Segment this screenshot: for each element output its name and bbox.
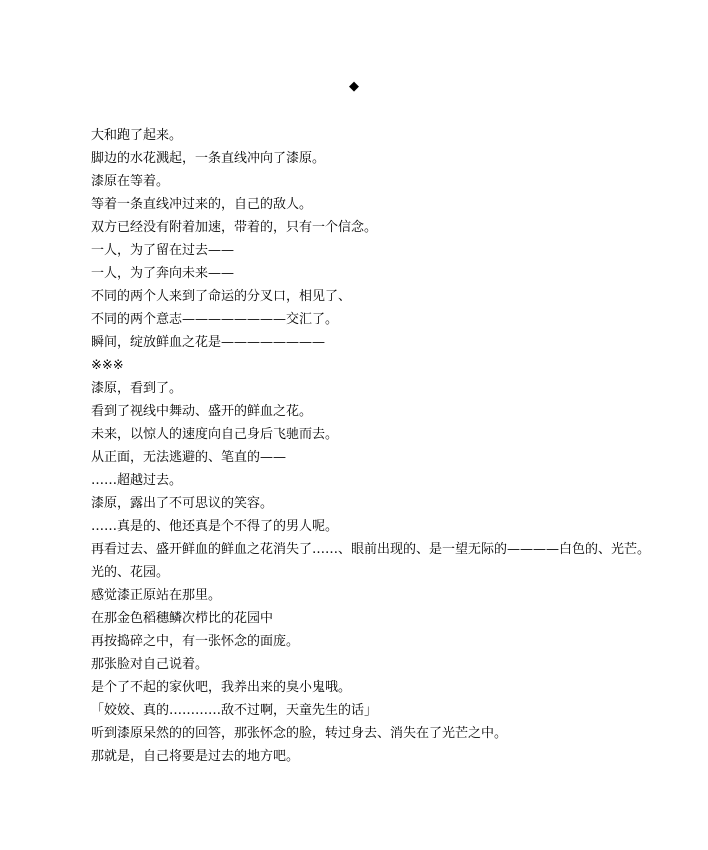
paragraph-2: 脚边的水花溅起，一条直线冲向了漆原。 bbox=[91, 151, 326, 166]
paragraph-1: 大和跑了起来。 bbox=[91, 128, 183, 143]
section-divider-diamond: ◆ bbox=[349, 79, 359, 94]
paragraph-3: 漆原在等着。 bbox=[91, 174, 170, 189]
paragraph-27: 听到漆原呆然的的回答，那张怀念的脸，转过身去、消失在了光芒之中。 bbox=[91, 726, 508, 741]
body-text bbox=[60, 124, 660, 768]
paragraph-19: 再看过去、盛开鲜血的鲜血之花消失了……、眼前出现的、是一望无际的————白色的、光芒。 bbox=[91, 542, 651, 557]
paragraph-6: 一人，为了留在过去—— bbox=[91, 243, 235, 258]
paragraph-8: 不同的两个人来到了命运的分叉口，相见了、 bbox=[91, 289, 352, 304]
paragraph-21: 感觉漆正原站在那里。 bbox=[91, 588, 222, 603]
paragraph-18: ……真是的、他还真是个不得了的男人呢。 bbox=[91, 519, 339, 534]
paragraph-26: 「姣姣、真的…………敌不过啊，天童先生的话」 bbox=[91, 703, 378, 718]
paragraph-4: 等着一条直线冲过来的，自己的敌人。 bbox=[91, 197, 313, 212]
paragraph-24: 那张脸对自己说着。 bbox=[91, 657, 209, 672]
paragraph-25: 是个了不起的家伙吧，我养出来的臭小鬼哦。 bbox=[91, 680, 352, 695]
paragraph-20: 光的、花园。 bbox=[91, 565, 170, 580]
scene-break-marks: ※※※ bbox=[91, 358, 124, 373]
paragraph-10: 瞬间，绽放鲜血之花是———————— bbox=[91, 335, 326, 350]
paragraph-12: 漆原，看到了。 bbox=[91, 381, 183, 396]
paragraph-17: 漆原，露出了不可思议的笑容。 bbox=[91, 496, 274, 511]
paragraph-14: 未来，以惊人的速度向自己身后飞驰而去。 bbox=[91, 427, 339, 442]
paragraph-7: 一人，为了奔向未来—— bbox=[91, 266, 235, 281]
paragraph-23: 再按捣碎之中，有一张怀念的面庞。 bbox=[91, 634, 300, 649]
paragraph-16: ……超越过去。 bbox=[91, 473, 183, 488]
paragraph-15: 从正面，无法逃避的、笔直的—— bbox=[91, 450, 287, 465]
paragraph-28: 那就是，自己将要是过去的地方吧。 bbox=[91, 749, 300, 764]
paragraph-9: 不同的两个意志————————交汇了。 bbox=[91, 312, 339, 327]
paragraph-13: 看到了视线中舞动、盛开的鲜血之花。 bbox=[91, 404, 313, 419]
paragraph-22: 在那金色稻穗鳞次栉比的花园中 bbox=[91, 611, 274, 626]
paragraph-5: 双方已经没有附着加速，带着的，只有一个信念。 bbox=[91, 220, 378, 235]
